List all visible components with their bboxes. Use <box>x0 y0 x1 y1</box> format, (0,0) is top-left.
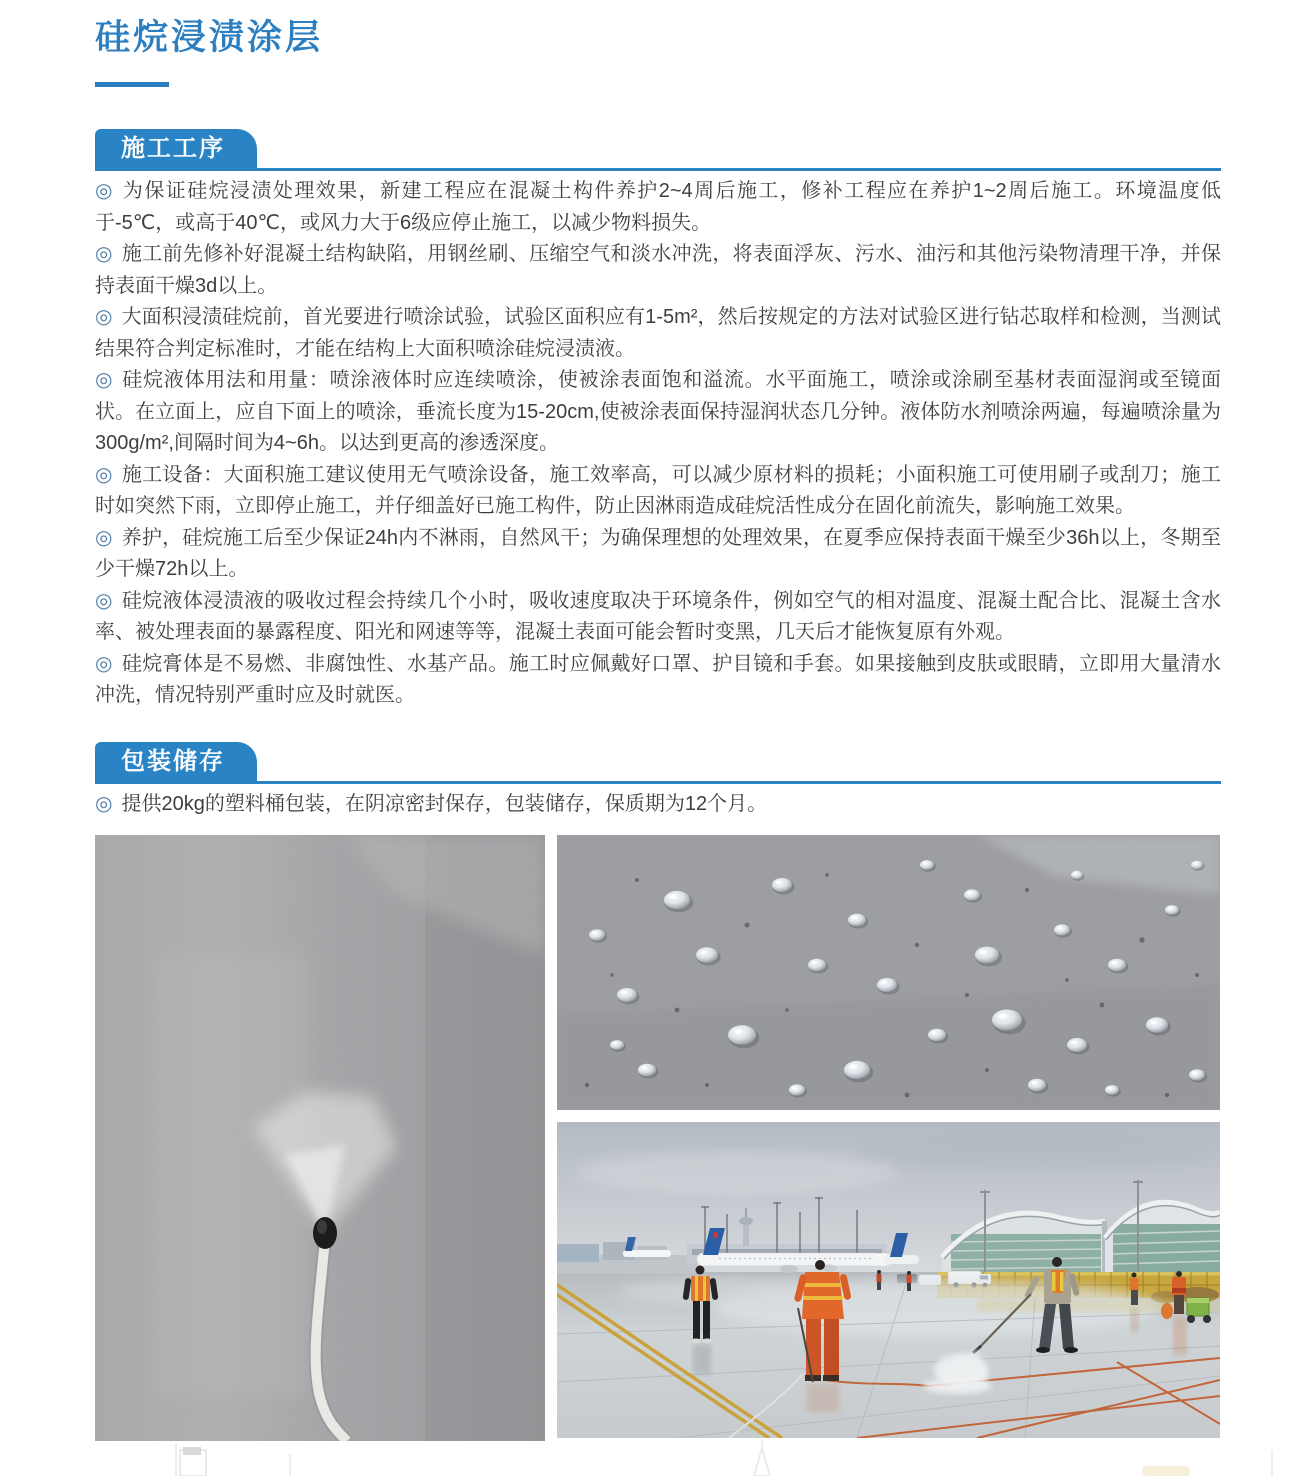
bullet-text: 硅烷膏体是不易燃、非腐蚀性、水基产品。施工时应佩戴好口罩、护目镜和手套。如果接触到皮肤或眼睛，立即用大量清水冲洗，情况特别严重时应及时就医。 <box>95 652 1222 706</box>
photo-airport-apron-spraying <box>557 1122 1220 1438</box>
bullet-marker: ◎ <box>95 243 113 265</box>
section-heading-badge: 施工工序 <box>95 129 257 168</box>
section-heading-rule <box>95 129 1221 171</box>
photo-spray-on-concrete-wall <box>95 835 545 1441</box>
bullet-marker: ◎ <box>95 589 113 612</box>
bullet-text: 养护，硅烷施工后至少保证24h内不淋雨，自然风干；为确保理想的处理效果，在夏季应保持表面干燥至少36h以上，冬期至少干燥72h以上。 <box>95 526 1221 580</box>
bullet-text: 大面积浸渍硅烷前，首光要进行喷涂试验，试验区面积应有1-5m²，然后按规定的方法对试验区进行钻芯取样和检测，当测试结果符合判定标准时，才能在结构上大面积喷涂硅烷浸渍液。 <box>95 306 1221 360</box>
section-construction-procedure <box>95 129 1221 712</box>
bullet-item <box>95 239 1221 302</box>
bullet-marker: ◎ <box>95 463 113 486</box>
bullet-item <box>95 523 1221 586</box>
page-title: 硅烷浸渍涂层 <box>95 18 324 57</box>
bullet-text: 硅烷液体浸渍液的吸收过程会持续几个小时，吸收速度取决于环境条件，例如空气的相对温度、混凝土配合比、混凝土含水率、被处理表面的暴露程度、阳光和网速等等，混凝土表面可能会暂时变黑，几天后才能恢复原有外观。 <box>95 589 1222 643</box>
bullet-marker: ◎ <box>95 793 113 815</box>
bullet-marker: ◎ <box>95 652 113 675</box>
bullet-item <box>95 460 1221 523</box>
bullet-item <box>95 365 1221 460</box>
section-packaging-storage <box>95 742 1221 821</box>
bullet-item <box>95 302 1221 365</box>
bullet-marker: ◎ <box>95 369 114 391</box>
bottom-watermark-fragments <box>0 1440 1290 1476</box>
bullet-list <box>95 176 1221 712</box>
section-heading-badge: 包装储存 <box>95 742 257 781</box>
bullet-text: 硅烷液体用法和用量：喷涂液体时应连续喷涂，使被涂表面饱和溢流。水平面施工，喷涂或涂刷至基材表面湿润或至镜面状。在立面上，应自下面上的喷涂，垂流长度为15-20cm,使被涂表面保持湿润状态几分钟。液体防水剂喷涂两遍，每遍喷涂量为300g/m²,间隔时间为4~6h。以达到更高的渗透深度。 <box>95 369 1222 454</box>
bullet-item <box>95 649 1221 712</box>
photo-water-beading-on-concrete <box>557 835 1220 1110</box>
title-underline <box>95 82 169 87</box>
bullet-item <box>95 789 1221 821</box>
bullet-marker: ◎ <box>95 180 114 202</box>
bullet-text: 为保证硅烷浸渍处理效果，新建工程应在混凝土构件养护2~4周后施工，修补工程应在养护1~2周后施工。环境温度低于-5℃，或高于40℃，或风力大于6级应停止施工，以减少物料损失。 <box>95 180 1221 234</box>
bullet-item <box>95 176 1221 239</box>
bullet-item <box>95 586 1221 649</box>
bullet-list <box>95 789 1221 821</box>
bullet-text: 施工设备：大面积施工建议使用无气喷涂设备，施工效率高，可以减少原材料的损耗；小面积施工可使用刷子或刮刀；施工时如突然下雨，立即停止施工，并仔细盖好已施工构件，防止因淋雨造成硅烷活性成分在固化前流失，影响施工效果。 <box>95 463 1222 517</box>
bullet-marker: ◎ <box>95 526 113 549</box>
bullet-text: 提供20kg的塑料桶包装，在阴凉密封保存，包装储存，保质期为12个月。 <box>121 793 768 815</box>
bullet-marker: ◎ <box>95 306 113 328</box>
bullet-text: 施工前先修补好混凝土结构缺陷，用钢丝刷、压缩空气和淡水冲洗，将表面浮灰、污水、油污和其他污染物清理干净，并保持表面干燥3d以上。 <box>95 243 1222 297</box>
section-heading-rule <box>95 742 1221 784</box>
